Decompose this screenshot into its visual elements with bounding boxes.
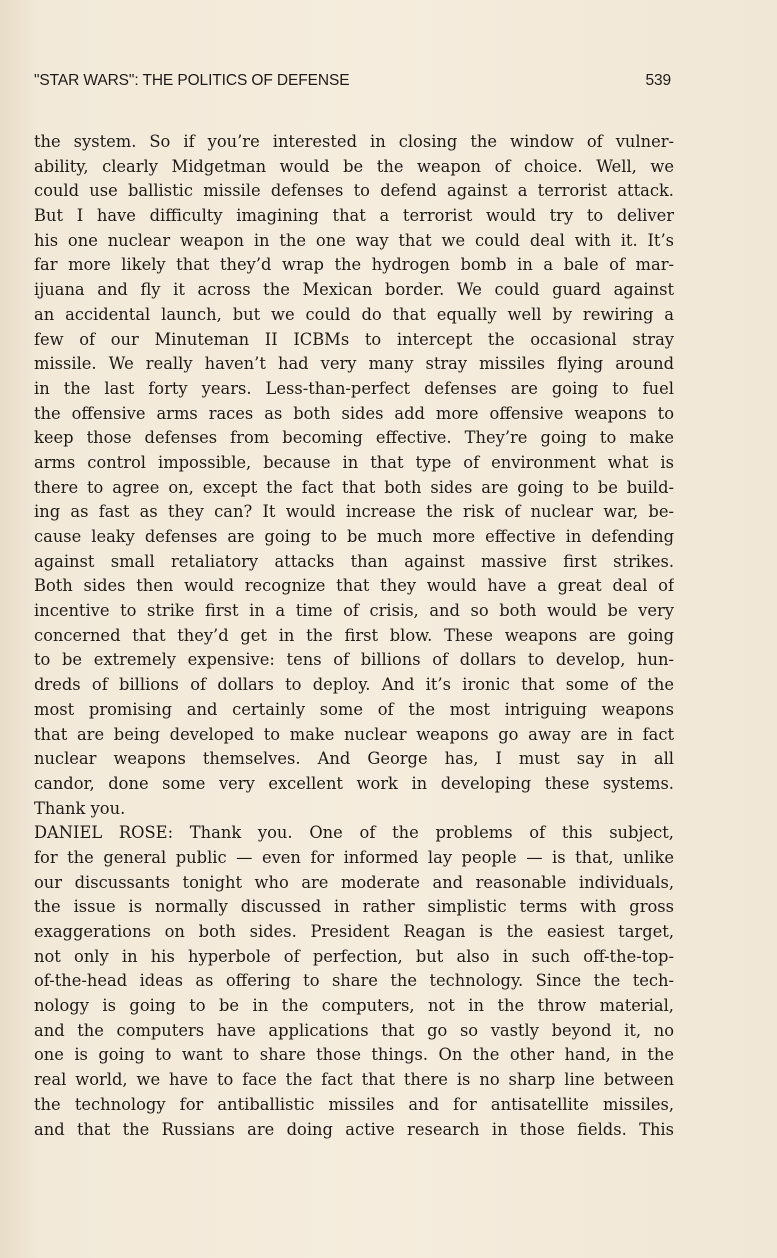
- text-line: arms control impossible, because in that type of environment what is: [34, 452, 674, 472]
- text-line: the system. So if you’re interested in closing the window of vulner-: [34, 132, 674, 151]
- text-line: few of our Minuteman II ICBMs to intercept the occasional stray: [34, 329, 674, 349]
- text-line: incentive to strike first in a time of crisis, and so both would be very: [34, 601, 674, 621]
- text-line: that are being developed to make nuclear weapons go away are in fact: [34, 724, 674, 744]
- text-line: and the computers have applications that go so vastly beyond it, no: [34, 1020, 674, 1040]
- paragraph: [34, 130, 674, 821]
- text-line: concerned that they’d get in the first blow. These weapons are going: [34, 625, 674, 645]
- text-line: But I have difficulty imagining that a terrorist would try to deliver: [34, 206, 674, 226]
- text-line: Both sides then would recognize that they would have a great deal of: [34, 576, 674, 596]
- text-line: of-the-head ideas as offering to share the technology. Since the tech-: [34, 971, 674, 991]
- text-line: the technology for antiballistic missiles and for antisatellite missiles,: [34, 1094, 674, 1114]
- text-line: our discussants tonight who are moderate and reasonable individuals,: [34, 872, 674, 892]
- running-head: [34, 72, 674, 94]
- text-line: his one nuclear weapon in the one way that we could deal with it. It’s: [34, 230, 674, 250]
- text-line: exaggerations on both sides. President Reagan is the easiest target,: [34, 922, 674, 941]
- text-line: not only in his hyperbole of perfection, but also in such off-the-top-: [34, 946, 674, 966]
- text-line: ing as fast as they can? It would increase the risk of nuclear war, be-: [34, 502, 674, 522]
- text-line: nology is going to be in the computers, not in the throw material,: [34, 996, 674, 1016]
- text-line: ijuana and fly it across the Mexican border. We could guard against: [34, 280, 674, 300]
- text-line: Thank you.: [34, 798, 126, 818]
- text-line: the issue is normally discussed in rather simplistic terms with gross: [34, 897, 674, 917]
- text-line: most promising and certainly some of the most intriguing weapons: [34, 699, 674, 719]
- text-line: an accidental launch, but we could do that equally well by rewiring a: [34, 304, 674, 324]
- text-line: candor, done some very excellent work in developing these systems.: [34, 773, 674, 793]
- text-line: one is going to want to share those things. On the other hand, in the: [34, 1045, 674, 1065]
- body-text: [34, 130, 674, 1142]
- text-line: for the general public — even for informed lay people — is that, unlike: [34, 847, 674, 867]
- paragraph: [34, 821, 674, 1142]
- text-line: the offensive arms races as both sides add more offensive weapons to: [34, 403, 674, 423]
- text-line: could use ballistic missile defenses to defend against a terrorist attack.: [34, 181, 674, 201]
- text-line: against small retaliatory attacks than against massive first strikes.: [34, 551, 674, 571]
- text-line: dreds of billions of dollars to deploy. And it’s ironic that some of the: [34, 675, 674, 695]
- text-line: missile. We really haven’t had very many stray missiles flying around: [34, 354, 674, 374]
- text-line: and that the Russians are doing active research in those fields. This: [34, 1119, 674, 1139]
- text-line: ability, clearly Midgetman would be the weapon of choice. Well, we: [34, 156, 674, 176]
- chapter-title: "STAR WARS": THE POLITICS OF DEFENSE: [34, 72, 350, 89]
- text-line: to be extremely expensive: tens of billions of dollars to develop, hun-: [34, 650, 674, 670]
- text-line: real world, we have to face the fact that there is no sharp line between: [34, 1070, 674, 1090]
- text-line: in the last forty years. Less-than-perfect defenses are going to fuel: [34, 378, 674, 398]
- text-line: cause leaky defenses are going to be much more effective in defending: [34, 527, 674, 546]
- text-line: DANIEL ROSE: Thank you. One of the problems of this subject,: [34, 823, 674, 843]
- page-number: 539: [645, 72, 671, 89]
- text-line: there to agree on, except the fact that both sides are going to be build-: [34, 477, 674, 497]
- text-line: keep those defenses from becoming effective. They’re going to make: [34, 428, 674, 448]
- text-line: nuclear weapons themselves. And George has, I must say in all: [34, 749, 674, 769]
- text-line: far more likely that they’d wrap the hydrogen bomb in a bale of mar-: [34, 255, 674, 275]
